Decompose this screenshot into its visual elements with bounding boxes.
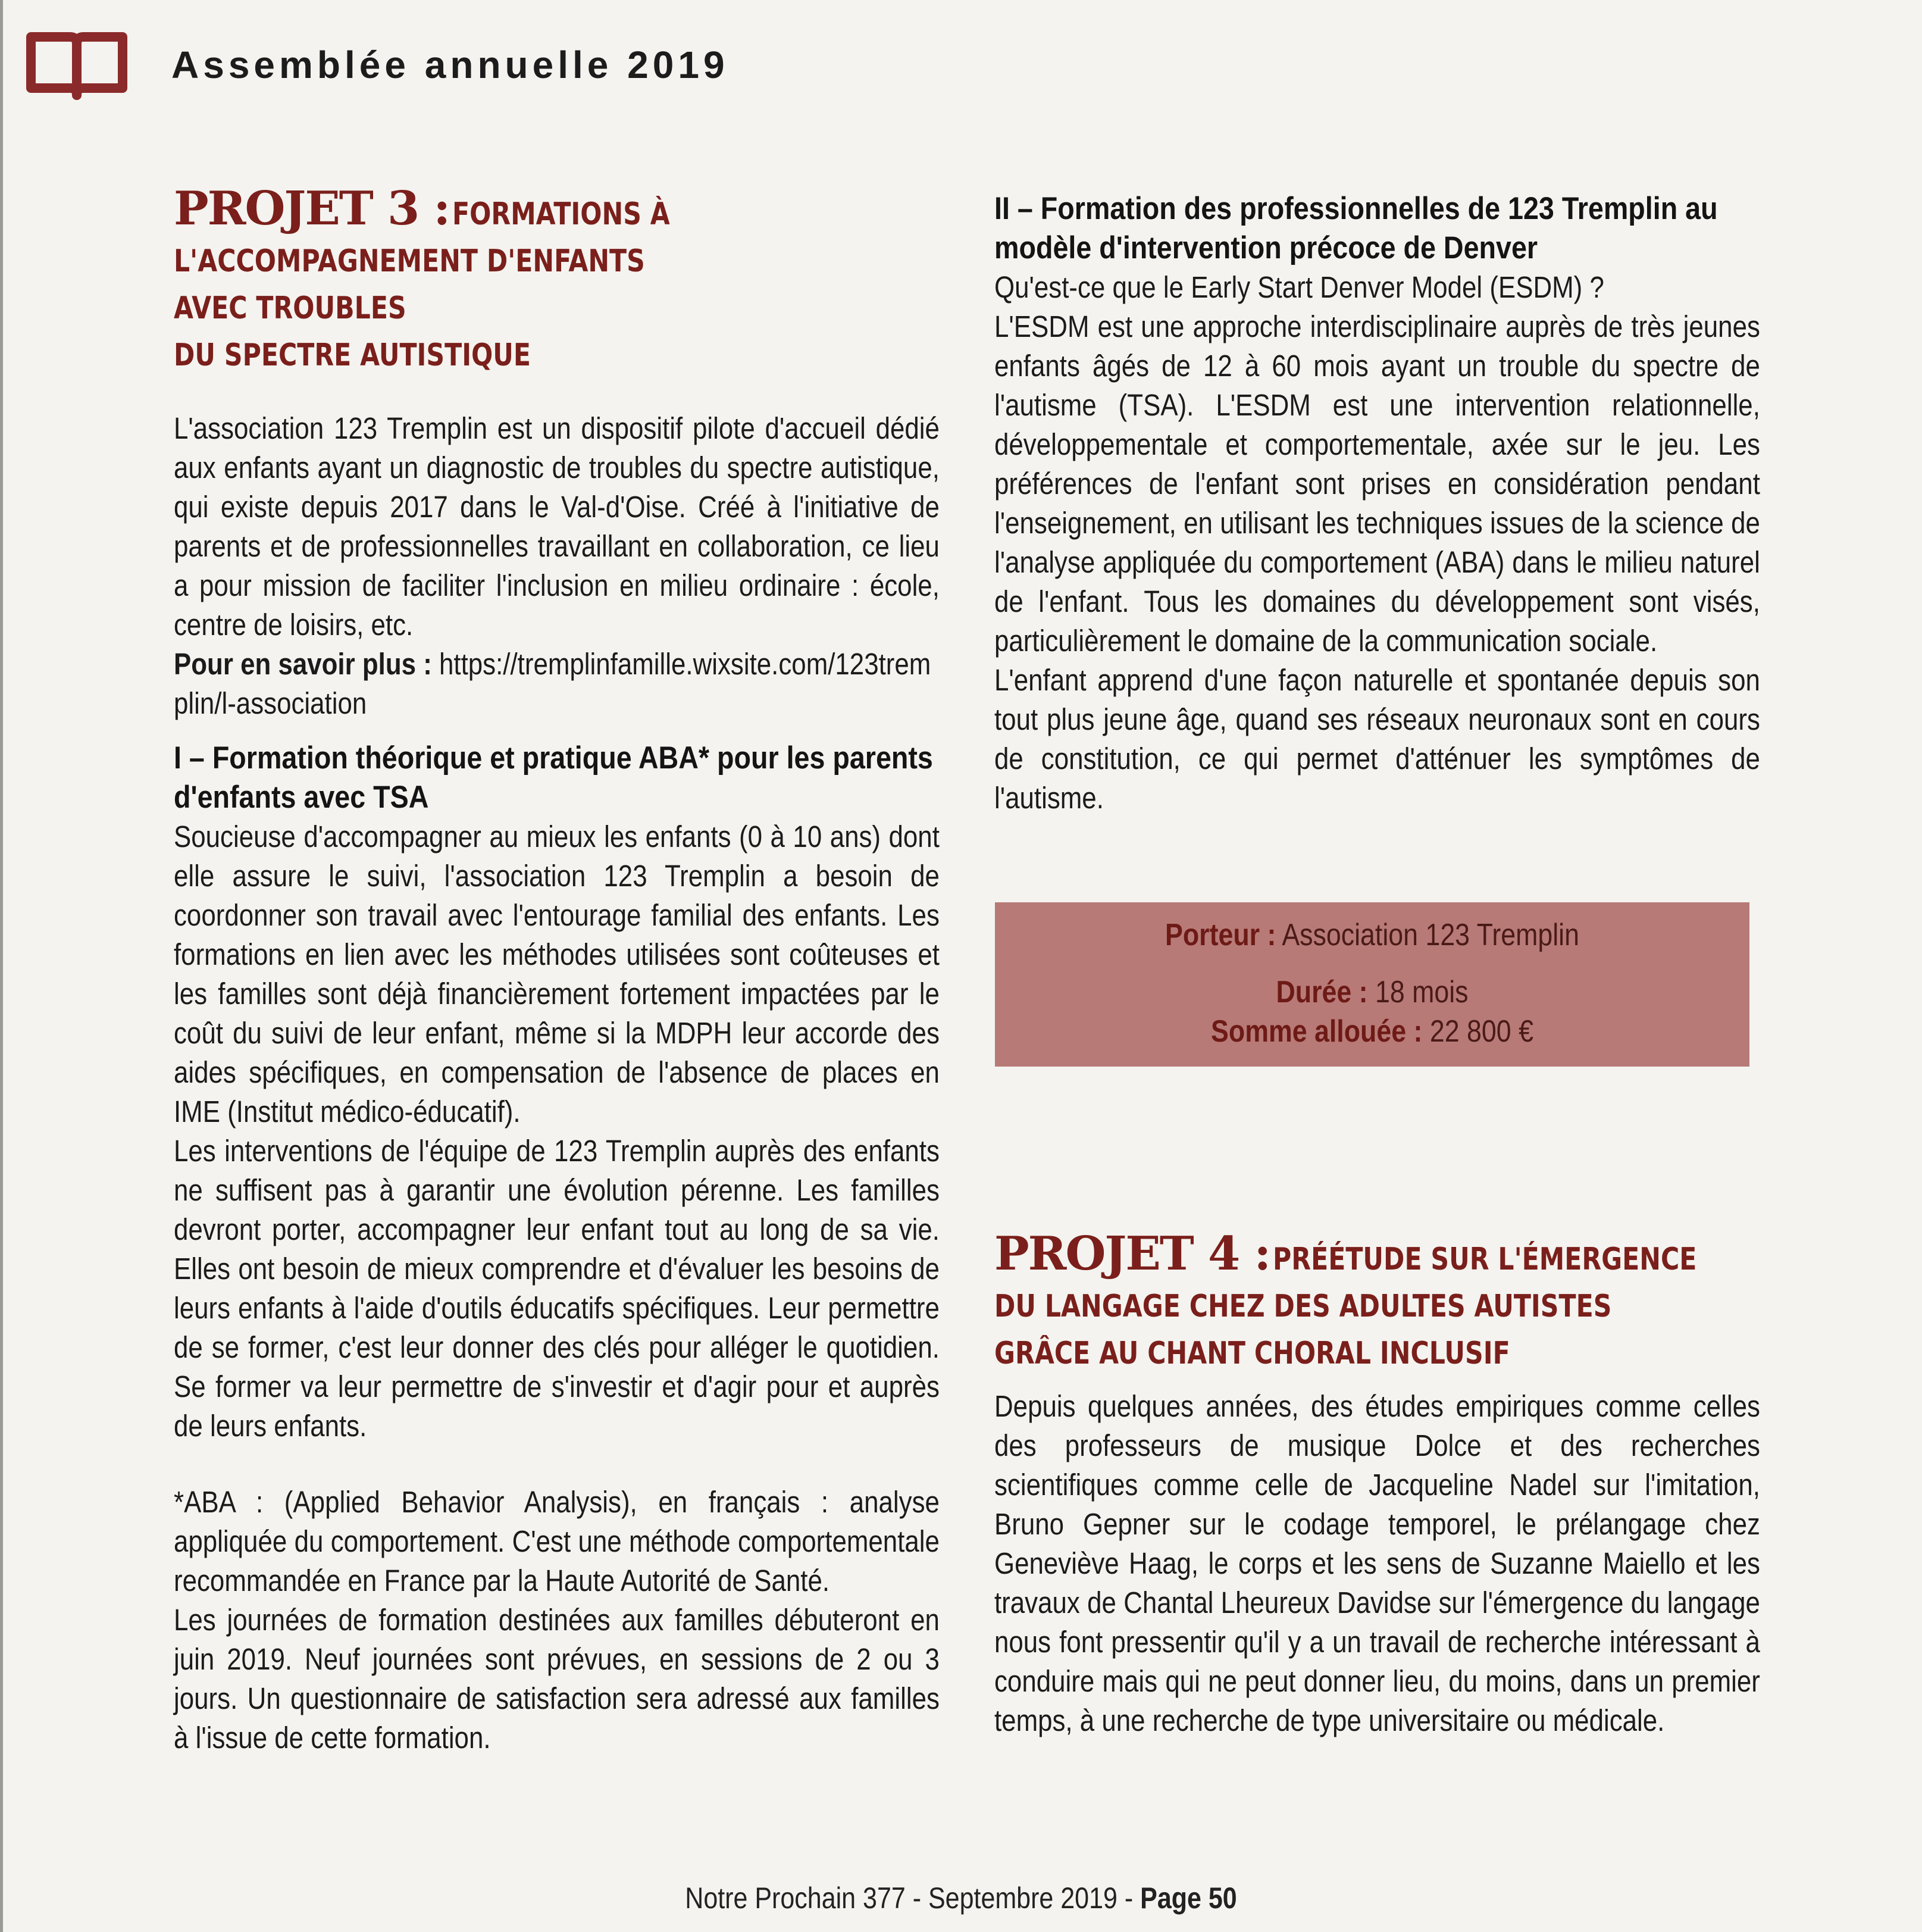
- section1-title: I – Formation théorique et pratique ABA* pour les parents d'enfants avec TSA: [174, 740, 933, 815]
- more-info-label: Pour en savoir plus :: [174, 647, 432, 681]
- project4-title-line: DU LANGAGE CHEZ DES ADULTES AUTISTES: [994, 1289, 1612, 1324]
- porteur-value: Association 123 Tremplin: [1282, 918, 1579, 952]
- page-number: Page 50: [1140, 1881, 1237, 1915]
- page-footer: [134, 1881, 1788, 1915]
- section1-paragraph: Les interventions de l'équipe de 123 Tremplin auprès des enfants ne suffisent pas à garantir une évolution pérenne. Les familles devront porter, accompagner leur enfant tout au long de sa vie. Elles ont besoin de mieux comprendre et d'évaluer les besoins de leurs enfants à l'aide d'outils éducatifs spécifiques. Leur permettre de se former, c'est leur donner des clés pour alléger le quotidien. Se former va leur permettre de s'investir et d'agir pour et auprès de leurs enfants.: [174, 1134, 940, 1443]
- project4-paragraph: Depuis quelques années, des études empiriques comme celles des professeurs de musique Dolce et des recherches scientifiques comme celle de Jacqueline Nadel sur l'imitation, Bruno Gepner sur le codage temporel, le prélangage chez Geneviève Haag, le corps et les sens de Suzanne Maiello et les travaux de Chantal Lheureux Davidse sur l'émergence du langage nous font pressentir qu'il y a un travail de recherche intéressant à conduire mais qui ne peut donner lieu, du moins, dans un premier temps, à une recherche de type universitaire ou médicale.: [994, 1389, 1760, 1737]
- duree-label: Durée :: [1276, 975, 1368, 1009]
- right-column-lower: [994, 1227, 1762, 1740]
- project3-info-box: [995, 902, 1749, 1067]
- project3-prefix: PROJET 3 :: [174, 182, 450, 236]
- section2-paragraph: L'ESDM est une approche interdisciplinaire auprès de très jeunes enfants âgés de 12 à 60 mois ayant un trouble du spectre de l'autisme (TSA). L'ESDM est une intervention relationnelle, développementale et comportementale, axée sur le jeu. Les préférences de l'enfant sont prises en considération pendant l'enseignement, en utilisant les techniques issues de la science de l'analyse appliquée du comportement (ABA) dans le milieu naturel de l'enfant. Tous les domaines du développement sont visés, particulièrement le domaine de la communication sociale.: [994, 310, 1760, 658]
- right-column: [994, 189, 1762, 818]
- duree-row: [1048, 973, 1696, 1012]
- more-info-link[interactable]: https://tremplinfamille.wixsite.com/123tremplin/l-association: [174, 647, 931, 720]
- page-edge: [0, 0, 3, 1932]
- footer-text: Notre Prochain 377 - Septembre 2019 -: [685, 1881, 1134, 1915]
- page-header: [24, 26, 729, 104]
- project4-prefix: PROJET 4 :: [994, 1227, 1270, 1281]
- project3-title-line: AVEC TROUBLES: [174, 290, 406, 326]
- porteur-label: Porteur :: [1165, 918, 1276, 952]
- section2-question: Qu'est-ce que le Early Start Denver Model (ESDM) ?: [994, 270, 1604, 304]
- porteur-row: [1048, 915, 1696, 955]
- project3-title-line: L'ACCOMPAGNEMENT D'ENFANTS: [174, 243, 645, 279]
- project4-title-line: PRÉÉTUDE SUR L'ÉMERGENCE: [1272, 1242, 1697, 1277]
- page-title: Assemblée annuelle 2019: [171, 43, 729, 86]
- somme-label: Somme allouée :: [1211, 1014, 1423, 1049]
- footnote-paragraph: Les journées de formation destinées aux familles débuteront en juin 2019. Neuf journées sont prévues, en sessions de 2 ou 3 jours. Un questionnaire de satisfaction sera adressé aux familles à l'issue de cette formation.: [174, 1603, 940, 1755]
- footnote-paragraph: *ABA : (Applied Behavior Analysis), en français : analyse appliquée du comportement. C'est une méthode comportementale recommandée en France par la Haute Autorité de Santé.: [174, 1485, 940, 1598]
- intro-paragraph: L'association 123 Tremplin est un dispositif pilote d'accueil dédié aux enfants ayant un diagnostic de troubles du spectre autistique, qui existe depuis 2017 dans le Val-d'Oise. Créé à l'initiative de parents et de professionnelles travaillant en collaboration, ce lieu a pour mission de faciliter l'inclusion en milieu ordinaire : école, centre de loisirs, etc.: [174, 411, 940, 642]
- somme-value: 22 800 €: [1429, 1014, 1533, 1049]
- section2-title: II – Formation des professionnelles de 123 Tremplin au modèle d'intervention précoce de Denver: [994, 191, 1718, 265]
- left-column: [174, 182, 941, 1758]
- project3-title-line: DU SPECTRE AUTISTIQUE: [174, 337, 531, 373]
- project3-title-line: FORMATIONS À: [452, 196, 670, 232]
- project4-heading: [994, 1227, 1762, 1381]
- project4-title-line: GRÂCE AU CHANT CHORAL INCLUSIF: [994, 1336, 1510, 1371]
- open-book-icon: [24, 29, 130, 101]
- section2-paragraph: L'enfant apprend d'une façon naturelle et spontanée depuis son tout plus jeune âge, quand ses réseaux neuronaux sont en cours de constitution, ce qui permet d'atténuer les symptômes de l'autisme.: [994, 663, 1760, 815]
- section1-paragraph: Soucieuse d'accompagner au mieux les enfants (0 à 10 ans) dont elle assure le suivi, l'association 123 Tremplin a besoin de coordonner son travail avec l'entourage familial des enfants. Les formations en lien avec les méthodes utilisées sont coûteuses et les familles sont déjà financièrement fortement impactées par le coût du suivi de leur enfant, même si la MDPH leur accorde des aides spécifiques, en compensation de l'absence de places en IME (Institut médico-éducatif).: [174, 820, 940, 1128]
- project3-heading: [174, 182, 941, 383]
- somme-row: [1048, 1012, 1696, 1051]
- more-info: [174, 645, 940, 723]
- duree-value: 18 mois: [1375, 975, 1469, 1009]
